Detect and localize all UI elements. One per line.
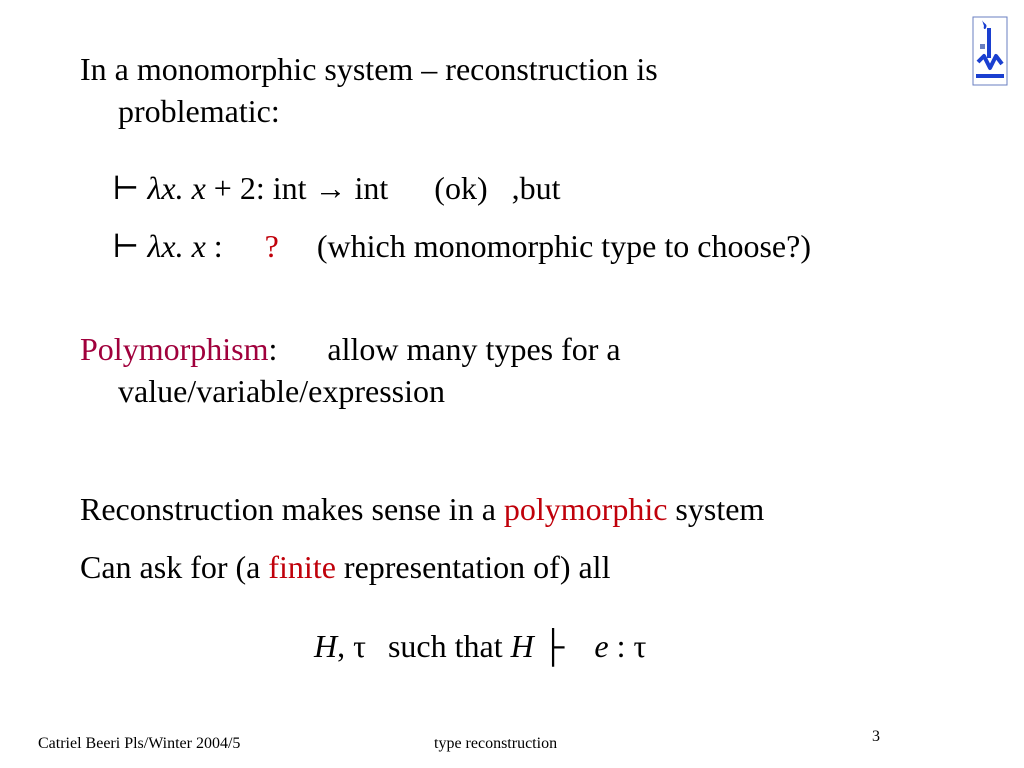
- tau-symbol: τ: [353, 628, 366, 664]
- lambda-body: x. x: [161, 170, 206, 206]
- lambda-symbol: λ: [147, 170, 162, 206]
- but-text: ,but: [511, 170, 561, 206]
- formula-such-that: [314, 626, 646, 666]
- colon-symbol: :: [616, 628, 626, 664]
- colon-symbol: :: [268, 331, 278, 367]
- text-segment: Can ask for (a: [80, 549, 261, 585]
- highlight-polymorphic: polymorphic: [503, 491, 668, 527]
- highlight-finite: finite: [268, 549, 336, 585]
- math-judgment-question: [112, 226, 811, 266]
- footer-topic: type reconstruction: [434, 735, 558, 752]
- text-segment: representation of) all: [343, 549, 611, 585]
- such-that-text: such that: [387, 628, 503, 664]
- variable-h: H: [510, 628, 534, 664]
- tau-symbol: τ: [633, 628, 647, 664]
- lambda-symbol: λ: [147, 228, 162, 264]
- variable-h: H: [314, 628, 338, 664]
- math-judgment-ok: [112, 168, 560, 208]
- footer-author: Catriel Beeri Pls/Winter 2004/5: [38, 735, 241, 752]
- paragraph-monomorphic: [80, 48, 658, 132]
- paragraph-reconstruction: [80, 488, 764, 530]
- variable-e: e: [594, 628, 609, 664]
- type-int: int: [272, 170, 307, 206]
- type-int: int: [354, 170, 389, 206]
- text-segment: system: [675, 491, 765, 527]
- ok-note: (ok): [434, 170, 488, 206]
- turnstile-symbol: ⊢: [112, 170, 140, 206]
- number-two: 2: [239, 170, 256, 206]
- comma-symbol: ,: [337, 628, 346, 664]
- definition-text: allow many types for a: [327, 331, 621, 367]
- colon-symbol: :: [213, 228, 223, 264]
- turnstile-symbol: ├: [541, 628, 565, 664]
- arrow-symbol: →: [314, 170, 347, 206]
- paragraph-can-ask: [80, 546, 610, 588]
- colon-symbol: :: [255, 170, 265, 206]
- turnstile-symbol: ⊢: [112, 228, 140, 264]
- paragraph-continuation: value/variable/expression: [118, 373, 445, 409]
- question-note: (which monomorphic type to choose?): [316, 228, 811, 264]
- plus-symbol: +: [213, 170, 232, 206]
- lambda-body: x. x: [161, 228, 206, 264]
- paragraph-continuation: problematic:: [118, 93, 280, 129]
- question-mark: ?: [264, 228, 279, 264]
- text-segment: Reconstruction makes sense in a: [80, 491, 496, 527]
- paragraph-line: In a monomorphic system – reconstruction is: [80, 51, 658, 87]
- term-polymorphism: Polymorphism: [80, 331, 269, 367]
- university-logo-icon: [972, 16, 1008, 86]
- paragraph-polymorphism: [80, 328, 621, 412]
- page-number: 3: [872, 728, 880, 745]
